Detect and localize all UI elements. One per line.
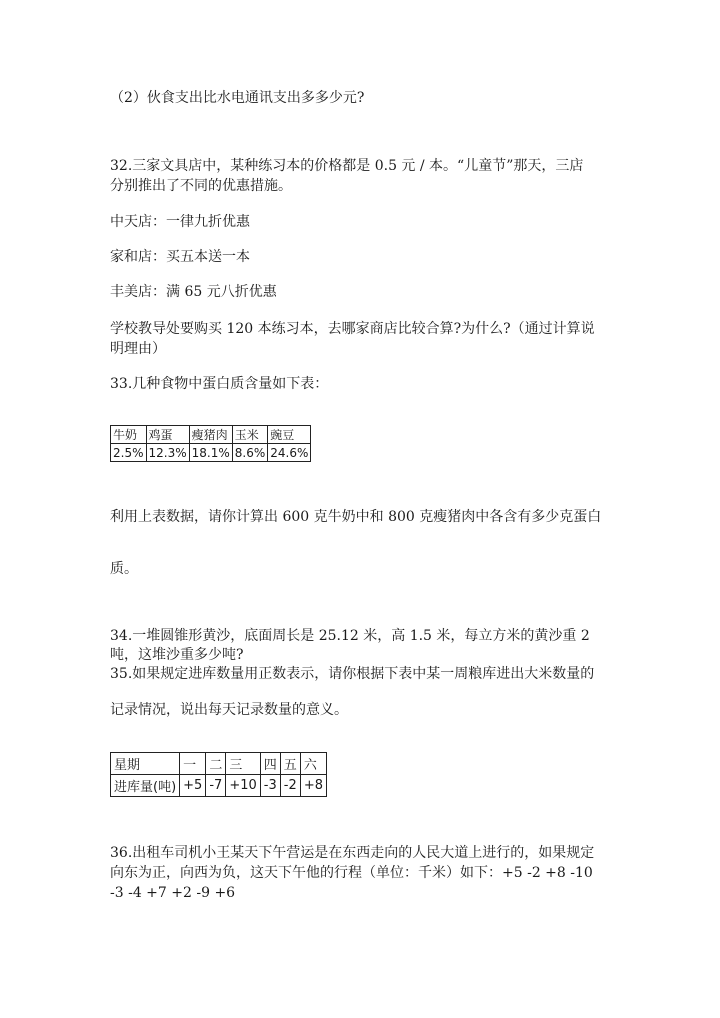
question-36-line-2: 向东为正，向西为负，这天下午他的行程（单位：千米）如下：+5 -2 +8 -10 bbox=[110, 865, 593, 881]
table-cell: 进库量(吨) bbox=[111, 775, 180, 797]
table-cell: +5 bbox=[180, 775, 206, 797]
table-cell: 二 bbox=[206, 753, 226, 775]
table-cell: 星期 bbox=[111, 753, 180, 775]
table-cell: 18.1% bbox=[189, 444, 232, 462]
store-offer-jiahe: 家和店：买五本送一本 bbox=[110, 249, 250, 265]
rice-stock-table bbox=[110, 752, 327, 797]
protein-table-header-row bbox=[111, 426, 311, 444]
question-33-ask-line-2: 质。 bbox=[110, 561, 138, 577]
question-34-line-2: 吨，这堆沙重多少吨? bbox=[110, 647, 244, 663]
question-36-line-3: -3 -4 +7 +2 -9 +6 bbox=[110, 885, 236, 901]
table-cell: 玉米 bbox=[232, 426, 268, 444]
table-cell: 豌豆 bbox=[268, 426, 311, 444]
table-cell: 鸡蛋 bbox=[146, 426, 189, 444]
table-cell: 六 bbox=[300, 753, 326, 775]
table-cell: 牛奶 bbox=[111, 426, 147, 444]
table-cell: 24.6% bbox=[268, 444, 311, 462]
rice-stock-day-row bbox=[111, 753, 327, 775]
table-cell: +10 bbox=[226, 775, 260, 797]
question-34-line-1: 34.一堆圆锥形黄沙，底面周长是 25.12 米，高 1.5 米，每立方米的黄沙重 2 bbox=[110, 628, 590, 644]
table-cell: 五 bbox=[280, 753, 300, 775]
question-32-ask-line-1: 学校教导处要购买 120 本练习本，去哪家商店比较合算?为什么?（通过计算说 bbox=[110, 321, 595, 337]
question-31-part-2: （2）伙食支出比水电通讯支出多多少元? bbox=[110, 90, 365, 106]
table-cell: 三 bbox=[226, 753, 260, 775]
question-32-line-1: 32.三家文具店中，某种练习本的价格都是 0.5 元 / 本。“儿童节”那天，三店 bbox=[110, 158, 584, 174]
table-cell: 8.6% bbox=[232, 444, 268, 462]
table-cell: 一 bbox=[180, 753, 206, 775]
table-cell: -7 bbox=[206, 775, 226, 797]
table-cell: +8 bbox=[300, 775, 326, 797]
store-offer-fengmei: 丰美店：满 65 元八折优惠 bbox=[110, 284, 277, 300]
protein-table bbox=[110, 425, 311, 462]
table-cell: -2 bbox=[280, 775, 300, 797]
question-32-ask-line-2: 明理由） bbox=[110, 341, 166, 357]
table-cell: 12.3% bbox=[146, 444, 189, 462]
store-offer-zhongtian: 中天店：一律九折优惠 bbox=[110, 214, 250, 230]
question-33-ask-line-1: 利用上表数据，请你计算出 600 克牛奶中和 800 克瘦猪肉中各含有多少克蛋白 bbox=[110, 509, 602, 525]
question-36-line-1: 36.出租车司机小王某天下午营运是在东西走向的人民大道上进行的，如果规定 bbox=[110, 845, 595, 861]
question-32-line-2: 分别推出了不同的优惠措施。 bbox=[110, 178, 292, 194]
protein-table-value-row bbox=[111, 444, 311, 462]
rice-stock-amount-row bbox=[111, 775, 327, 797]
table-cell: 瘦猪肉 bbox=[189, 426, 232, 444]
question-33-intro: 33.几种食物中蛋白质含量如下表： bbox=[110, 376, 329, 392]
table-cell: -3 bbox=[260, 775, 280, 797]
question-35-line-1: 35.如果规定进库数量用正数表示，请你根据下表中某一周粮库进出大米数量的 bbox=[110, 666, 595, 682]
table-cell: 2.5% bbox=[111, 444, 147, 462]
question-35-line-2: 记录情况，说出每天记录数量的意义。 bbox=[110, 702, 348, 718]
table-cell: 四 bbox=[260, 753, 280, 775]
